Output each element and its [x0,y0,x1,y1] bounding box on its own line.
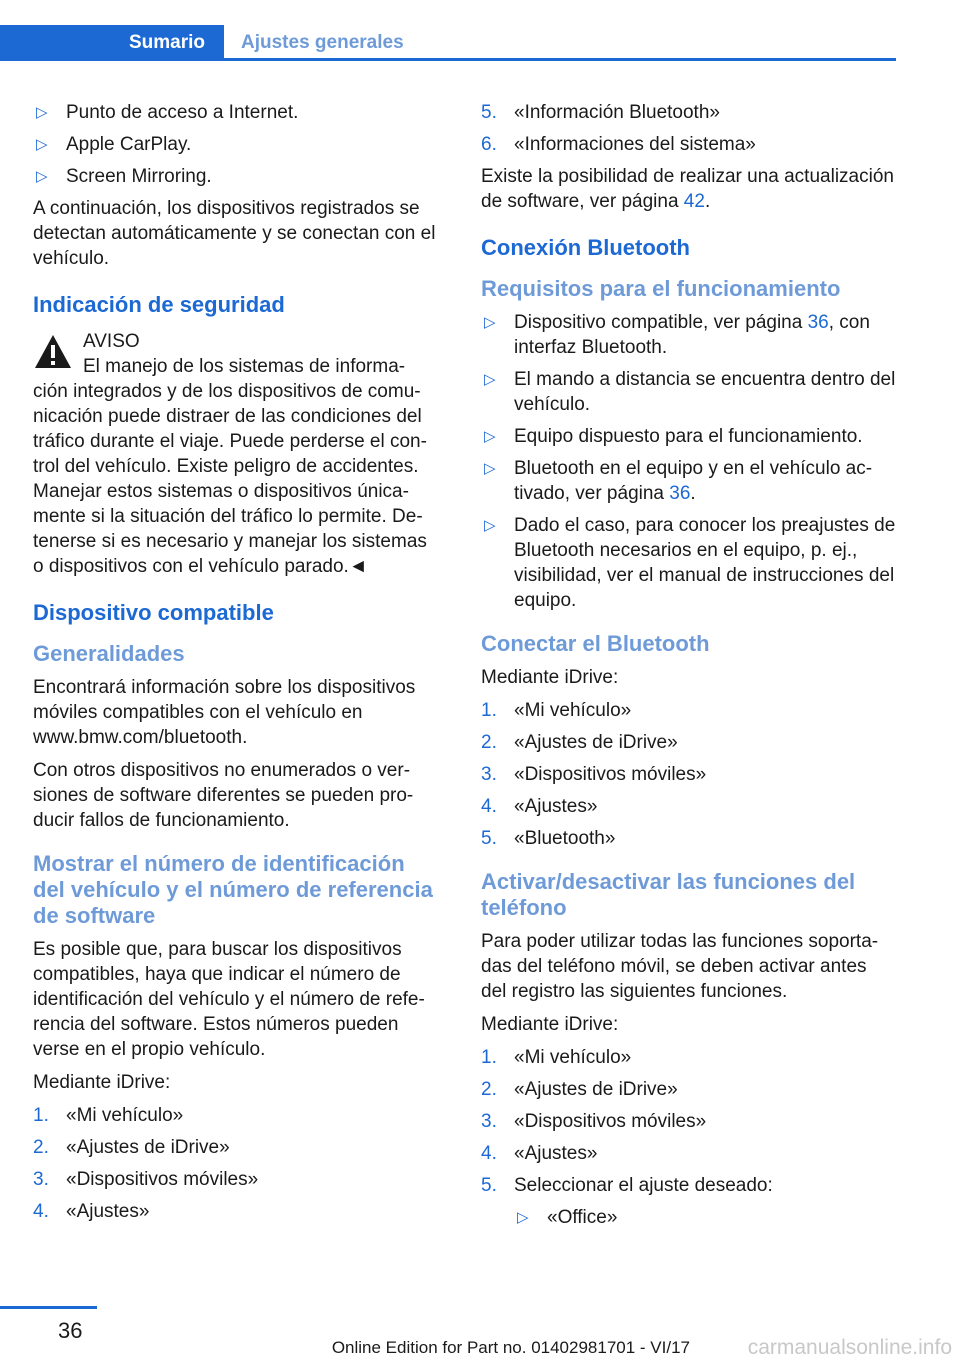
triangle-bullet-icon: ▷ [36,104,48,121]
list-item: 2. «Ajustes de iDrive» [33,1137,230,1158]
heading-show-vin: Mostrar el número de identificación del vehículo y el número de referencia de software [33,851,433,928]
edition-text: Online Edition for Part no. 01402981701 - VI/17 [331,1338,690,1357]
list-item: 2. «Ajustes de iDrive» [481,732,678,753]
footer-divider [0,1306,97,1309]
heading-connect: Conectar el Bluetooth [481,631,710,656]
triangle-bullet-icon: ▷ [517,1209,529,1226]
list-item: 5. «Bluetooth» [481,828,616,849]
page-link-36[interactable]: 36 [807,312,829,333]
general-paragraph-2: Con otros dispositivos no enumerados o versiones de software diferentes se pueden producir fallos de funcionamiento. [33,760,414,831]
triangle-bullet-icon: ▷ [484,460,496,477]
list-item: ▷ «Office» [517,1207,618,1228]
right-column [481,100,896,1237]
list-item: ▷ Equipo dispuesto para el funcionamiento. [484,426,863,447]
page-link-42[interactable]: 42 [683,191,705,212]
requirements-list [481,310,896,613]
steps-list-continued [481,100,896,157]
activate-paragraph-2: Mediante iDrive: [481,1014,619,1035]
list-item: ▷ Bluetooth en el equipo y en el vehículo activado, ver página 36. [484,458,873,504]
triangle-bullet-icon: ▷ [484,314,496,331]
heading-general: Generalidades [33,641,185,666]
intro-paragraph: A continuación, los dispositivos registrados se detectan automáticamente y se conectan con el vehículo. [33,198,436,269]
list-item: 4. «Ajustes» [33,1201,150,1222]
show-paragraph-1: Es posible que, para buscar los dispositivos compatibles, haya que indicar el número de identificación del vehículo y el número de referencia del software. Estos números pueden verse en el propio vehículo. [33,939,425,1060]
list-item: 4. «Ajustes» [481,1143,598,1164]
page-number: 36 [58,1318,83,1343]
bullet-list [33,100,441,189]
general-paragraph-1: Encontrará información sobre los dispositivos móviles compatibles con el vehículo en www.bmw.com/bluetooth. [33,677,416,748]
heading-requirements: Requisitos para el funcionamiento [481,276,841,301]
connect-intro: Mediante iDrive: [481,667,619,688]
list-item: 1. «Mi vehículo» [33,1105,184,1126]
heading-bluetooth: Conexión Bluetooth [481,235,690,260]
heading-compatible: Dispositivo compatible [33,600,274,625]
warning-title: AVISO [83,331,140,352]
tab-sumario[interactable]: Sumario [0,25,224,61]
list-item: 1. «Mi vehículo» [481,1047,632,1068]
triangle-bullet-icon: ▷ [484,428,496,445]
connect-steps-list [481,698,896,851]
watermark: carmanualsonline.info [747,1336,952,1359]
warning-triangle-icon [33,333,73,371]
heading-safety: Indicación de seguridad [33,292,285,317]
triangle-bullet-icon: ▷ [36,168,48,185]
list-item: ▷ Apple CarPlay. [36,134,192,155]
list-item: 5. Seleccionar el ajuste deseado: [481,1175,773,1196]
list-item: 3. «Dispositivos móviles» [481,1111,707,1132]
warning-block [33,329,441,579]
warning-text: ción integrados y de los dispositivos de comunicación puede distraer de las condiciones del tráfico durante el viaje. Puede perderse el control del vehículo. Existe peligro de accidentes. Manejar estos sistemas o dispositivos únicamente si la situación del tráfico lo permite. Detenerse si es necesario y manejar los sistemas o dispositivos con el vehículo parado.◄ [33,381,427,577]
list-item: 2. «Ajustes de iDrive» [481,1079,678,1100]
activate-paragraph-1: Para poder utilizar todas las funciones soportadas del teléfono móvil, se deben activar antes del registro las siguientes funciones. [481,931,879,1002]
update-paragraph: Existe la posibilidad de realizar una actualización de software, ver página 42. [481,166,894,212]
list-item: ▷ Dispositivo compatible, ver página 36, con interfaz Bluetooth. [484,312,870,358]
list-item: 5. «Información Bluetooth» [481,102,720,123]
page-link-36[interactable]: 36 [669,483,691,504]
list-item: 3. «Dispositivos móviles» [481,764,707,785]
list-item: ▷ Screen Mirroring. [36,166,212,187]
triangle-bullet-icon: ▷ [484,517,496,534]
list-item: ▷ El mando a distancia se encuentra dentro del vehículo. [484,369,896,415]
triangle-bullet-icon: ▷ [36,136,48,153]
list-item: 3. «Dispositivos móviles» [33,1169,259,1190]
list-item: ▷ Punto de acceso a Internet. [36,102,299,123]
left-column [33,100,441,1231]
triangle-bullet-icon: ▷ [484,371,496,388]
list-item: 6. «Informaciones del sistema» [481,134,756,155]
warning-first-line: El manejo de los sistemas de informa- [83,356,406,377]
list-item: ▷ Dado el caso, para conocer los preajustes de Bluetooth necesarios en el equipo, p. ej., visibilidad, ver el manual de instrucciones del equipo. [484,515,896,611]
page-header [0,0,960,64]
sub-bullet-list [481,1205,896,1230]
steps-list [33,1103,441,1224]
show-paragraph-2: Mediante iDrive: [33,1072,171,1093]
tab-ajustes-generales[interactable]: Ajustes generales [224,25,896,61]
activate-steps-list [481,1045,896,1198]
list-item: 4. «Ajustes» [481,796,598,817]
heading-activate: Activar/desactivar las funciones del teléfono [481,869,856,920]
list-item: 1. «Mi vehículo» [481,700,632,721]
